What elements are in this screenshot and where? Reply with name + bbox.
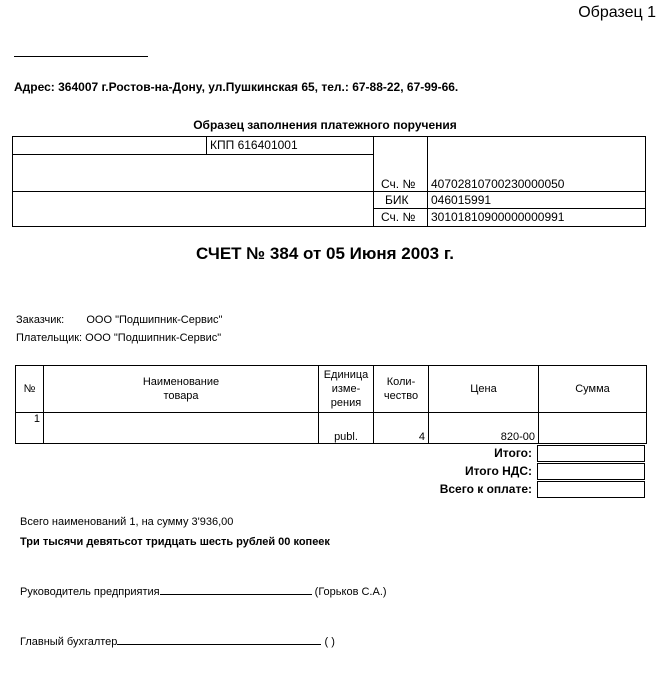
bik-value: 046015991 xyxy=(431,193,492,207)
bik-label: БИК xyxy=(385,193,409,207)
vat-value-box xyxy=(537,463,645,480)
payer-name: ООО "Подшипник-Сервис" xyxy=(85,332,222,344)
accountant-name: ( ) xyxy=(324,636,335,648)
divider xyxy=(373,137,374,226)
director-label: Руководитель предприятия xyxy=(20,586,160,598)
col-header-unit: Единица изме-рения xyxy=(319,366,374,413)
account-label-2: Сч. № xyxy=(381,210,416,224)
customer-name: ООО "Подшипник-Сервис" xyxy=(86,314,223,326)
col-header-sum: Сумма xyxy=(539,366,647,413)
customer-label: Заказчик: xyxy=(16,314,65,326)
accountant-signature-line xyxy=(117,644,321,645)
payer-label: Плательщик: xyxy=(16,332,83,344)
director-name: (Горьков С.А.) xyxy=(314,586,387,598)
company-address: Адрес: 364007 г.Ростов-на-Дону, ул.Пушкинская 65, тел.: 67-88-22, 67-99-66. xyxy=(14,80,459,94)
total-value-box xyxy=(537,445,645,462)
row-num: 1 xyxy=(16,413,44,444)
account-label-1: Сч. № xyxy=(381,177,416,191)
accountant-label: Главный бухгалтер xyxy=(20,636,118,648)
director-signature-line xyxy=(160,594,312,595)
divider xyxy=(206,137,207,154)
account-number-1: 40702810700230000050 xyxy=(431,177,565,191)
pay-total-label: Всего к оплате: xyxy=(439,482,532,496)
row-qty: 4 xyxy=(374,413,429,444)
pay-total-value-box xyxy=(537,481,645,498)
items-count-line: Всего наименований 1, на сумму 3'936,00 xyxy=(20,516,234,528)
table-row xyxy=(16,413,647,444)
row-sum xyxy=(539,413,647,444)
payment-sample-box xyxy=(12,136,646,227)
sample-label: Образец 1 xyxy=(578,4,656,21)
payer-row xyxy=(16,332,221,344)
vat-label: Итого НДС: xyxy=(464,464,532,478)
customer-row xyxy=(16,314,222,326)
col-header-price: Цена xyxy=(429,366,539,413)
director-signature-row xyxy=(20,586,387,598)
accountant-signature-row xyxy=(20,636,335,648)
payment-sample-title: Образец заполнения платежного поручения xyxy=(193,118,457,132)
goods-table xyxy=(15,365,647,444)
divider xyxy=(13,191,645,192)
divider xyxy=(373,208,645,209)
row-name xyxy=(44,413,319,444)
amount-in-words: Три тысячи девятьсот тридцать шесть рублей 00 копеек xyxy=(20,536,330,548)
row-price: 820-00 xyxy=(429,413,539,444)
row-unit: publ. xyxy=(319,413,374,444)
invoice-title: СЧЕТ № 384 от 05 Июня 2003 г. xyxy=(196,244,454,263)
kpp-value: КПП 616401001 xyxy=(210,138,298,152)
total-label: Итого: xyxy=(494,446,532,460)
divider xyxy=(13,154,373,155)
col-header-name: Наименование товара xyxy=(44,366,319,413)
account-number-2: 30101810900000000991 xyxy=(431,210,565,224)
signature-line-top xyxy=(14,56,148,57)
col-header-num: № xyxy=(16,366,44,413)
col-header-qty: Коли-чество xyxy=(374,366,429,413)
divider xyxy=(427,137,428,226)
table-header-row xyxy=(16,366,647,413)
